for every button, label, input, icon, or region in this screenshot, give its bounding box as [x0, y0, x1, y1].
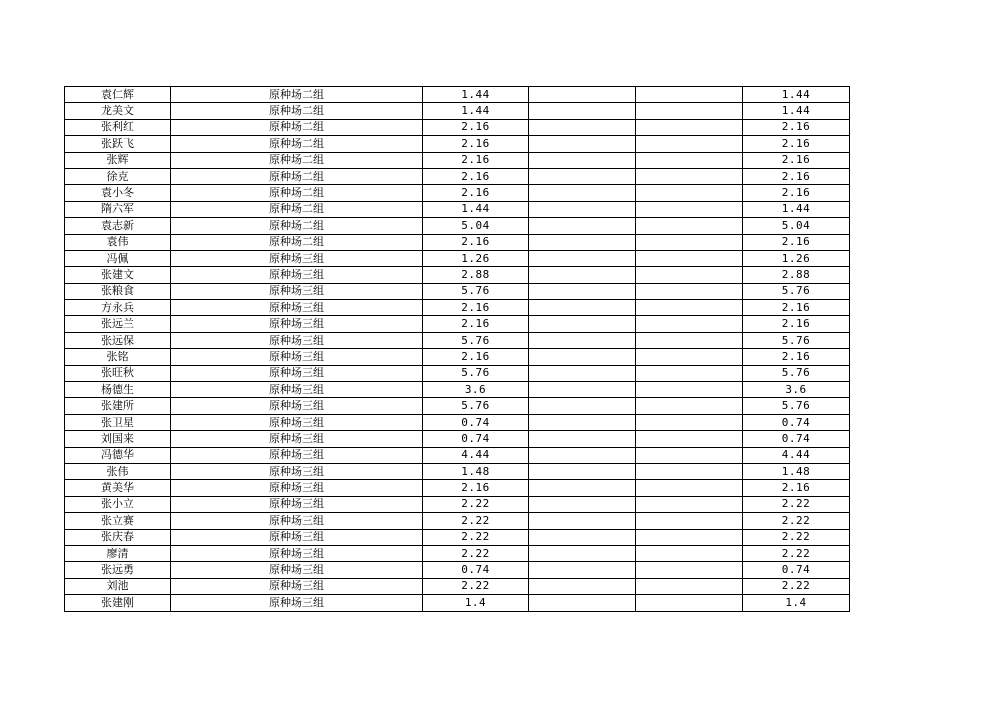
table-row: [65, 382, 850, 398]
name-cell: 廖清: [65, 545, 171, 561]
total-cell: 2.16: [743, 136, 850, 152]
total-cell: 2.22: [743, 545, 850, 561]
group-cell: 原种场三组: [171, 365, 423, 381]
name-cell: 张建刚: [65, 595, 171, 611]
value-cell: 2.22: [423, 578, 529, 594]
empty-cell: [529, 234, 636, 250]
empty-cell: [529, 595, 636, 611]
group-cell: 原种场三组: [171, 447, 423, 463]
name-cell: 冯佩: [65, 250, 171, 266]
empty-cell: [636, 234, 743, 250]
group-cell: 原种场二组: [171, 119, 423, 135]
empty-cell: [529, 168, 636, 184]
value-cell: 4.44: [423, 447, 529, 463]
total-cell: 2.16: [743, 480, 850, 496]
value-cell: 1.48: [423, 463, 529, 479]
name-cell: 张粮食: [65, 283, 171, 299]
empty-cell: [529, 332, 636, 348]
value-cell: 2.22: [423, 529, 529, 545]
value-cell: 5.76: [423, 365, 529, 381]
group-cell: 原种场二组: [171, 87, 423, 103]
total-cell: 2.22: [743, 513, 850, 529]
table-row: [65, 283, 850, 299]
empty-cell: [529, 349, 636, 365]
total-cell: 2.16: [743, 234, 850, 250]
table-row: [65, 119, 850, 135]
total-cell: 5.76: [743, 332, 850, 348]
value-cell: 2.16: [423, 152, 529, 168]
empty-cell: [529, 218, 636, 234]
name-cell: 袁志新: [65, 218, 171, 234]
empty-cell: [636, 103, 743, 119]
group-cell: 原种场三组: [171, 529, 423, 545]
group-cell: 原种场二组: [171, 185, 423, 201]
value-cell: 1.44: [423, 103, 529, 119]
empty-cell: [636, 480, 743, 496]
name-cell: 刘池: [65, 578, 171, 594]
group-cell: 原种场三组: [171, 250, 423, 266]
value-cell: 2.16: [423, 234, 529, 250]
total-cell: 5.76: [743, 365, 850, 381]
empty-cell: [636, 382, 743, 398]
value-cell: 5.04: [423, 218, 529, 234]
group-cell: 原种场二组: [171, 136, 423, 152]
empty-cell: [636, 300, 743, 316]
empty-cell: [636, 496, 743, 512]
table-row: [65, 480, 850, 496]
name-cell: 张庆春: [65, 529, 171, 545]
group-cell: 原种场三组: [171, 332, 423, 348]
name-cell: 龙美文: [65, 103, 171, 119]
empty-cell: [636, 283, 743, 299]
value-cell: 5.76: [423, 283, 529, 299]
empty-cell: [636, 218, 743, 234]
total-cell: 2.16: [743, 119, 850, 135]
empty-cell: [636, 463, 743, 479]
value-cell: 1.4: [423, 595, 529, 611]
group-cell: 原种场三组: [171, 300, 423, 316]
name-cell: 张卫星: [65, 414, 171, 430]
empty-cell: [636, 87, 743, 103]
group-cell: 原种场二组: [171, 103, 423, 119]
name-cell: 张立赛: [65, 513, 171, 529]
empty-cell: [529, 365, 636, 381]
name-cell: 杨德生: [65, 382, 171, 398]
empty-cell: [529, 562, 636, 578]
empty-cell: [529, 136, 636, 152]
total-cell: 1.26: [743, 250, 850, 266]
empty-cell: [636, 332, 743, 348]
table-row: [65, 463, 850, 479]
empty-cell: [529, 250, 636, 266]
group-cell: 原种场三组: [171, 480, 423, 496]
name-cell: 张远保: [65, 332, 171, 348]
group-cell: 原种场三组: [171, 545, 423, 561]
data-table: [64, 86, 850, 612]
group-cell: 原种场三组: [171, 267, 423, 283]
table-row: [65, 414, 850, 430]
value-cell: 5.76: [423, 398, 529, 414]
total-cell: 1.44: [743, 103, 850, 119]
empty-cell: [636, 365, 743, 381]
table-row: [65, 136, 850, 152]
group-cell: 原种场二组: [171, 201, 423, 217]
empty-cell: [636, 562, 743, 578]
value-cell: 3.6: [423, 382, 529, 398]
total-cell: 2.16: [743, 152, 850, 168]
table-body: [65, 87, 850, 612]
total-cell: 4.44: [743, 447, 850, 463]
total-cell: 1.44: [743, 201, 850, 217]
table-row: [65, 349, 850, 365]
empty-cell: [529, 529, 636, 545]
total-cell: 5.76: [743, 283, 850, 299]
total-cell: 2.16: [743, 300, 850, 316]
value-cell: 2.16: [423, 349, 529, 365]
empty-cell: [529, 201, 636, 217]
table-row: [65, 168, 850, 184]
name-cell: 张跃飞: [65, 136, 171, 152]
name-cell: 冯德华: [65, 447, 171, 463]
empty-cell: [529, 496, 636, 512]
table-row: [65, 87, 850, 103]
table-row: [65, 103, 850, 119]
group-cell: 原种场三组: [171, 316, 423, 332]
empty-cell: [529, 545, 636, 561]
name-cell: 方永兵: [65, 300, 171, 316]
total-cell: 5.04: [743, 218, 850, 234]
name-cell: 张利红: [65, 119, 171, 135]
name-cell: 张旺秋: [65, 365, 171, 381]
value-cell: 2.16: [423, 168, 529, 184]
value-cell: 2.88: [423, 267, 529, 283]
table-row: [65, 152, 850, 168]
group-cell: 原种场二组: [171, 152, 423, 168]
empty-cell: [529, 87, 636, 103]
group-cell: 原种场三组: [171, 496, 423, 512]
total-cell: 5.76: [743, 398, 850, 414]
empty-cell: [529, 513, 636, 529]
table-row: [65, 529, 850, 545]
empty-cell: [636, 595, 743, 611]
table-row: [65, 316, 850, 332]
total-cell: 0.74: [743, 431, 850, 447]
empty-cell: [636, 201, 743, 217]
empty-cell: [636, 267, 743, 283]
empty-cell: [636, 431, 743, 447]
value-cell: 2.16: [423, 119, 529, 135]
empty-cell: [529, 103, 636, 119]
total-cell: 2.16: [743, 185, 850, 201]
table-row: [65, 185, 850, 201]
name-cell: 张小立: [65, 496, 171, 512]
empty-cell: [529, 283, 636, 299]
name-cell: 张远勇: [65, 562, 171, 578]
total-cell: 2.22: [743, 578, 850, 594]
group-cell: 原种场二组: [171, 218, 423, 234]
value-cell: 1.44: [423, 201, 529, 217]
table-row: [65, 431, 850, 447]
group-cell: 原种场二组: [171, 234, 423, 250]
empty-cell: [636, 152, 743, 168]
group-cell: 原种场三组: [171, 513, 423, 529]
total-cell: 0.74: [743, 414, 850, 430]
name-cell: 张伟: [65, 463, 171, 479]
empty-cell: [636, 545, 743, 561]
table-row: [65, 398, 850, 414]
empty-cell: [529, 185, 636, 201]
empty-cell: [636, 185, 743, 201]
table-row: [65, 332, 850, 348]
value-cell: 1.44: [423, 87, 529, 103]
total-cell: 1.4: [743, 595, 850, 611]
empty-cell: [636, 447, 743, 463]
value-cell: 0.74: [423, 431, 529, 447]
table-row: [65, 513, 850, 529]
name-cell: 张建文: [65, 267, 171, 283]
group-cell: 原种场三组: [171, 463, 423, 479]
value-cell: 1.26: [423, 250, 529, 266]
table-row: [65, 545, 850, 561]
value-cell: 2.22: [423, 496, 529, 512]
table-row: [65, 267, 850, 283]
total-cell: 2.16: [743, 168, 850, 184]
group-cell: 原种场三组: [171, 349, 423, 365]
group-cell: 原种场三组: [171, 431, 423, 447]
empty-cell: [529, 447, 636, 463]
empty-cell: [636, 316, 743, 332]
value-cell: 0.74: [423, 562, 529, 578]
group-cell: 原种场三组: [171, 283, 423, 299]
group-cell: 原种场三组: [171, 562, 423, 578]
total-cell: 1.44: [743, 87, 850, 103]
table-row: [65, 300, 850, 316]
name-cell: 刘国来: [65, 431, 171, 447]
value-cell: 2.22: [423, 545, 529, 561]
empty-cell: [636, 136, 743, 152]
name-cell: 隋六军: [65, 201, 171, 217]
table-row: [65, 447, 850, 463]
name-cell: 张铭: [65, 349, 171, 365]
group-cell: 原种场三组: [171, 595, 423, 611]
table-row: [65, 562, 850, 578]
empty-cell: [529, 431, 636, 447]
name-cell: 黄美华: [65, 480, 171, 496]
empty-cell: [529, 414, 636, 430]
total-cell: 1.48: [743, 463, 850, 479]
empty-cell: [636, 250, 743, 266]
empty-cell: [529, 316, 636, 332]
name-cell: 袁小冬: [65, 185, 171, 201]
name-cell: 袁伟: [65, 234, 171, 250]
empty-cell: [636, 119, 743, 135]
empty-cell: [636, 578, 743, 594]
table-row: [65, 234, 850, 250]
table-row: [65, 595, 850, 611]
empty-cell: [636, 414, 743, 430]
empty-cell: [529, 578, 636, 594]
table-row: [65, 201, 850, 217]
name-cell: 张远兰: [65, 316, 171, 332]
value-cell: 0.74: [423, 414, 529, 430]
name-cell: 徐克: [65, 168, 171, 184]
group-cell: 原种场三组: [171, 382, 423, 398]
empty-cell: [636, 529, 743, 545]
empty-cell: [529, 463, 636, 479]
empty-cell: [636, 398, 743, 414]
group-cell: 原种场三组: [171, 398, 423, 414]
empty-cell: [529, 300, 636, 316]
group-cell: 原种场二组: [171, 168, 423, 184]
name-cell: 袁仁辉: [65, 87, 171, 103]
table-row: [65, 218, 850, 234]
empty-cell: [529, 267, 636, 283]
value-cell: 2.16: [423, 136, 529, 152]
group-cell: 原种场三组: [171, 578, 423, 594]
table-row: [65, 578, 850, 594]
name-cell: 张辉: [65, 152, 171, 168]
total-cell: 2.16: [743, 349, 850, 365]
group-cell: 原种场三组: [171, 414, 423, 430]
value-cell: 2.16: [423, 300, 529, 316]
table-row: [65, 250, 850, 266]
total-cell: 0.74: [743, 562, 850, 578]
empty-cell: [636, 349, 743, 365]
value-cell: 5.76: [423, 332, 529, 348]
name-cell: 张建所: [65, 398, 171, 414]
empty-cell: [529, 152, 636, 168]
empty-cell: [529, 480, 636, 496]
value-cell: 2.22: [423, 513, 529, 529]
empty-cell: [529, 382, 636, 398]
empty-cell: [529, 398, 636, 414]
total-cell: 2.88: [743, 267, 850, 283]
table-row: [65, 365, 850, 381]
total-cell: 3.6: [743, 382, 850, 398]
total-cell: 2.16: [743, 316, 850, 332]
table-row: [65, 496, 850, 512]
total-cell: 2.22: [743, 529, 850, 545]
value-cell: 2.16: [423, 480, 529, 496]
value-cell: 2.16: [423, 316, 529, 332]
empty-cell: [636, 168, 743, 184]
empty-cell: [636, 513, 743, 529]
total-cell: 2.22: [743, 496, 850, 512]
value-cell: 2.16: [423, 185, 529, 201]
empty-cell: [529, 119, 636, 135]
